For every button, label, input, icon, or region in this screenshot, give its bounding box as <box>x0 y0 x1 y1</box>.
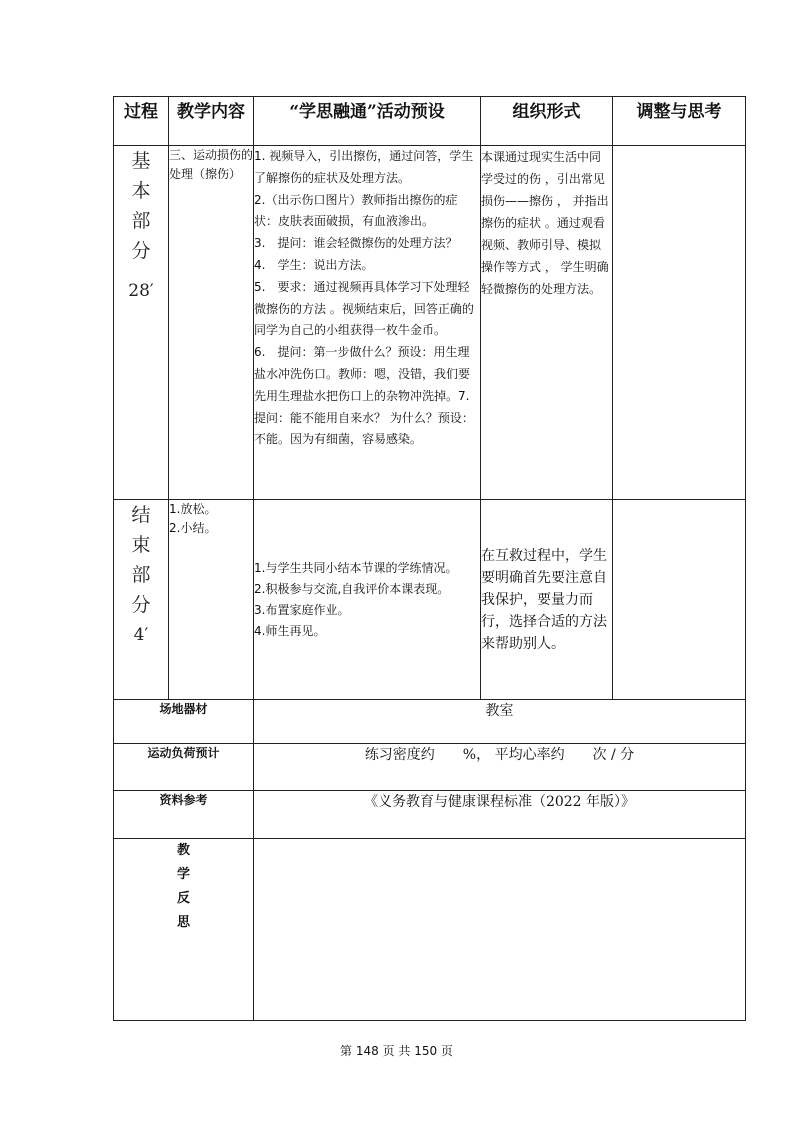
end-organization <box>481 500 613 700</box>
reflection-char: 思 <box>176 915 190 930</box>
section-char: 部 <box>131 210 151 232</box>
basic-organization <box>481 146 613 500</box>
page-footer: 第 148 页 共 150 页 <box>340 1044 453 1058</box>
header-organization: 组织形式 <box>481 97 613 146</box>
basic-section-label <box>114 146 169 500</box>
content-line: 1.放松。 <box>169 502 217 516</box>
section-char: 结 <box>131 504 151 526</box>
header-activity: “学思融通”活动预设 <box>254 97 481 146</box>
header-content: 教学内容 <box>169 97 254 146</box>
teaching-reflection-row <box>114 839 746 1021</box>
basic-activities <box>254 146 481 500</box>
activity-item: 6. 提问：第一步做什么？预设：用生理盐水冲洗伤口。教师：嗯，没错，我们要先用生理盐水把伤口上的杂物冲洗掉。7. 提问：能不能用自来水？ 为什么？预设：不能。因为有细菌，容易感染。 <box>254 345 474 447</box>
activity-item: 3.布置家庭作业。 <box>254 602 350 617</box>
activity-item: 1. 视频导入，引出擦伤，通过问答，学生了解擦伤的症状及处理方法。 <box>254 149 474 185</box>
content-line: 2.小结。 <box>169 521 217 535</box>
section-char: 束 <box>131 534 151 556</box>
end-section-row <box>114 500 746 700</box>
header-process: 过程 <box>114 97 169 146</box>
section-char: 基 <box>131 150 151 172</box>
end-activities <box>254 500 481 700</box>
end-reflection-cell <box>613 500 746 700</box>
end-section-minutes: 4′ <box>133 625 149 645</box>
reference-label: 资料参考 <box>114 791 254 839</box>
section-char: 分 <box>131 594 151 616</box>
lesson-plan-table <box>113 96 746 1021</box>
reflection-char: 学 <box>176 867 190 882</box>
section-char: 分 <box>131 240 151 262</box>
basic-reflection-cell <box>613 146 746 500</box>
activity-item: 4. 学生：说出方法。 <box>254 257 374 272</box>
basic-section-row <box>114 146 746 500</box>
load-value: 练习密度约 %， 平均心率约 次 / 分 <box>254 744 746 791</box>
basic-content: 三、运动损伤的处理（擦伤） <box>169 146 254 500</box>
venue-value: 教室 <box>254 700 746 744</box>
section-char: 本 <box>131 180 151 202</box>
load-row <box>114 744 746 791</box>
organization-text: 在互救过程中，学生要明确首先要注意自我保护，要量力而行，选择合适的方法来帮助别人。 <box>481 547 607 652</box>
reference-value: 《义务教育与健康课程标准（2022 年版）》 <box>254 791 746 839</box>
activity-item: 4.师生再见。 <box>254 623 326 638</box>
end-section-label <box>114 500 169 700</box>
reflection-char: 反 <box>176 891 190 906</box>
header-reflection: 调整与思考 <box>613 97 746 146</box>
activity-item: 5. 要求：通过视频再具体学习下处理轻微擦伤的方法 。视频结束后，回答正确的同学为自己的小组获得一枚牛金币。 <box>254 279 474 338</box>
activity-item: 3. 提问：谁会轻微擦伤的处理方法？ <box>254 236 458 251</box>
organization-text: 本课通过现实生活中同学受过的伤 ，引出常见损伤——擦伤 ， 并指出擦伤的症状 。通过观看视频、教师引导、模拟操作等方式 ， 学生明确轻微擦伤的处理方法。 <box>481 150 609 296</box>
reflection-char: 教 <box>176 843 190 858</box>
activity-item: 2.积极参与交流,自我评价本课表现。 <box>254 581 450 596</box>
basic-section-minutes: 28′ <box>128 281 154 301</box>
reference-row <box>114 791 746 839</box>
venue-row <box>114 700 746 744</box>
section-char: 部 <box>131 564 151 586</box>
activity-item: 2.（出示伤口图片）教师指出擦伤的症状：皮肤表面破损，有血液渗出。 <box>254 192 458 229</box>
header-row <box>114 97 746 146</box>
load-label: 运动负荷预计 <box>114 744 254 791</box>
activity-item: 1.与学生共同小结本节课的学练情况。 <box>254 560 458 575</box>
teaching-reflection-area <box>254 839 746 1021</box>
venue-label: 场地器材 <box>114 700 254 744</box>
teaching-reflection-label <box>114 839 254 1021</box>
end-content <box>169 500 254 700</box>
